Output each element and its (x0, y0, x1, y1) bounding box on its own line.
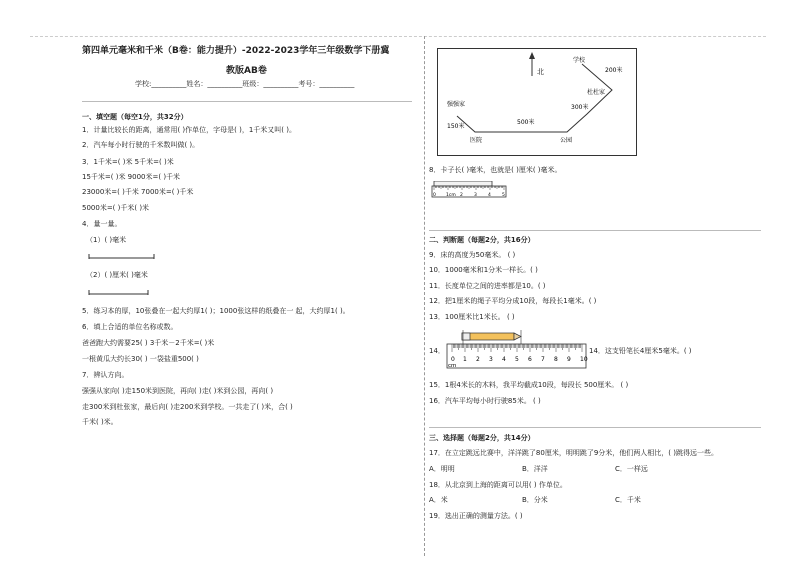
ruler8-label: 4 (488, 193, 491, 198)
clip-object (434, 181, 492, 186)
q18-option-a: A．米 (429, 496, 448, 504)
question-14: 14．这支铅笔长4厘米5毫米。( ) (589, 347, 692, 355)
student-info: 学校:__________姓名：__________班级：__________考号：__________ (135, 80, 355, 88)
section-rule-2 (429, 230, 761, 231)
ruler8-label: 2 (460, 193, 463, 198)
measure-line-2 (88, 286, 152, 296)
dist-150-label: 150米 (447, 123, 465, 130)
question-6a: 爸爸跑大约需要25( ) 3千米－2千米=( )米 (82, 339, 215, 347)
question-3d: 5000米=( )千米( )米 (82, 204, 150, 212)
q17-option-c: C．一样远 (615, 465, 648, 473)
ruler8-label: 5 (502, 193, 505, 198)
top-border (30, 36, 766, 37)
question-4b: （2）( )厘米( )毫米 (86, 271, 148, 279)
column-divider (424, 36, 425, 556)
question-9: 9．床的高度为50毫米。 ( ) (429, 251, 516, 259)
ruler14-label: 6 (528, 356, 532, 363)
question-5: 5．练习本的厚，10张叠在一起大约厚1( )；1000张这样的纸叠在一 起，大约厚1( )。 (82, 307, 350, 315)
school-label: 学校 (573, 57, 586, 64)
ruler14-label: 4 (502, 356, 506, 363)
map-frame (438, 49, 637, 156)
route-path (457, 64, 612, 132)
q18-option-c: C．千米 (615, 496, 641, 504)
dist-500-label: 500米 (517, 119, 535, 126)
dist-200-label: 200米 (605, 67, 623, 74)
home-label: 强强家 (447, 101, 466, 108)
ruler14-label: 8 (554, 356, 558, 363)
page-title: 第四单元毫米和千米（B卷：能力提升）-2022-2023学年三年级数学下册冀 (82, 46, 390, 56)
question-16: 16．汽车平均每小时行驶85米。 ( ) (429, 397, 541, 405)
question-7b: 走300米到杜张家，最后向( )走200米到学校。一共走了( )米，合( ) (82, 403, 293, 411)
section-fill-in: 一、填空题（每空1分，共32分） (82, 113, 188, 121)
ruler8-label: 1cm (446, 193, 456, 198)
q17-option-a: A．明明 (429, 465, 455, 473)
hospital-label: 医院 (470, 137, 483, 144)
question-19: 19．选出正确的测量方法。( ) (429, 512, 523, 520)
ruler14-label: 9 (567, 356, 571, 363)
question-3c: 23000米=( )千米 7000米=( )千米 (82, 188, 194, 196)
section-rule (82, 101, 412, 102)
ladder-home-label: 杜杜家 (587, 89, 606, 96)
question-15: 15．1根4米长的木料，我平均截成10段，每段长 500厘米。 ( ) (429, 381, 629, 389)
q17-option-b: B．洋洋 (522, 465, 548, 473)
question-17: 17．在立定跳远比赛中，洋洋跳了80厘米，明明跳了9分米，他们两人相比，( )跳得远一些。 (429, 449, 718, 457)
question-13: 13．100厘米比1米长。 ( ) (429, 313, 515, 321)
question-4: 4．量一量。 (82, 220, 122, 228)
north-arrow-head (529, 52, 535, 59)
ruler14-label: 1 (463, 356, 467, 363)
question-2: 2．汽车每小时行驶的千米数叫做( )。 (82, 141, 200, 149)
question-1: 1．计量比较长的距离，通常用( )作单位，字母是( )，1千米又叫( )。 (82, 126, 296, 134)
ruler14-label: 3 (489, 356, 493, 363)
question-7: 7．辨认方向。 (82, 371, 129, 379)
question-4a: （1）( )毫米 (86, 236, 127, 244)
question-7a: 强强从家向( )走150米到医院，再向( )走( )米到公园，再向( ) (82, 387, 274, 395)
question-10: 10．1000毫米和1分米一样长。( ) (429, 266, 538, 274)
question-12: 12．把1厘米的绳子平均分成10段，每段长1毫米。( ) (429, 297, 597, 305)
question-14-number: 14． (429, 347, 445, 355)
north-label: 北 (537, 68, 544, 76)
q18-option-b: B．分米 (522, 496, 548, 504)
question-3a: 3．1千米=( )米 5千米=( )米 (82, 158, 174, 166)
measure-line-1 (88, 250, 158, 260)
ruler14-label: 2 (476, 356, 480, 363)
page-title-line2: 教版AB卷 (226, 66, 267, 76)
ruler14-label: 5 (515, 356, 519, 363)
question-7c: 千米( )米。 (82, 418, 118, 426)
park-label: 公园 (560, 137, 573, 144)
section-rule-3 (429, 427, 761, 428)
ruler14-label: 0 (451, 356, 455, 363)
question-3b: 15千米=( )米 9000米=( )千米 (82, 173, 181, 181)
dist-300-label: 300米 (571, 104, 589, 111)
ruler8-label: 3 (474, 193, 477, 198)
ruler-unit-label: cm (448, 363, 457, 369)
section-judge: 二、判断题（每题2分，共16分） (429, 236, 535, 244)
section-choice: 三、选择题（每题2分，共14分） (429, 434, 535, 442)
ruler14-label: 10 (580, 356, 588, 363)
ruler14-label: 7 (541, 356, 545, 363)
pencil-tip (514, 333, 521, 340)
question-11: 11．长度单位之间的进率都是10。( ) (429, 282, 546, 290)
question-8: 8．卡子长( )毫米，也就是( )厘米( )毫米。 (429, 166, 562, 174)
route-map (437, 48, 637, 156)
question-6b: 一根黄瓜大约长30( ) 一袋盐重500( ) (82, 355, 199, 363)
question-18: 18．从北京到上海的距离可以用( ) 作单位。 (429, 481, 567, 489)
pencil-ruler (446, 330, 588, 370)
question-6: 6．填上合适的单位名称或数。 (82, 323, 178, 331)
clip-ruler (431, 181, 511, 205)
ruler8-label: 0 (433, 193, 436, 198)
